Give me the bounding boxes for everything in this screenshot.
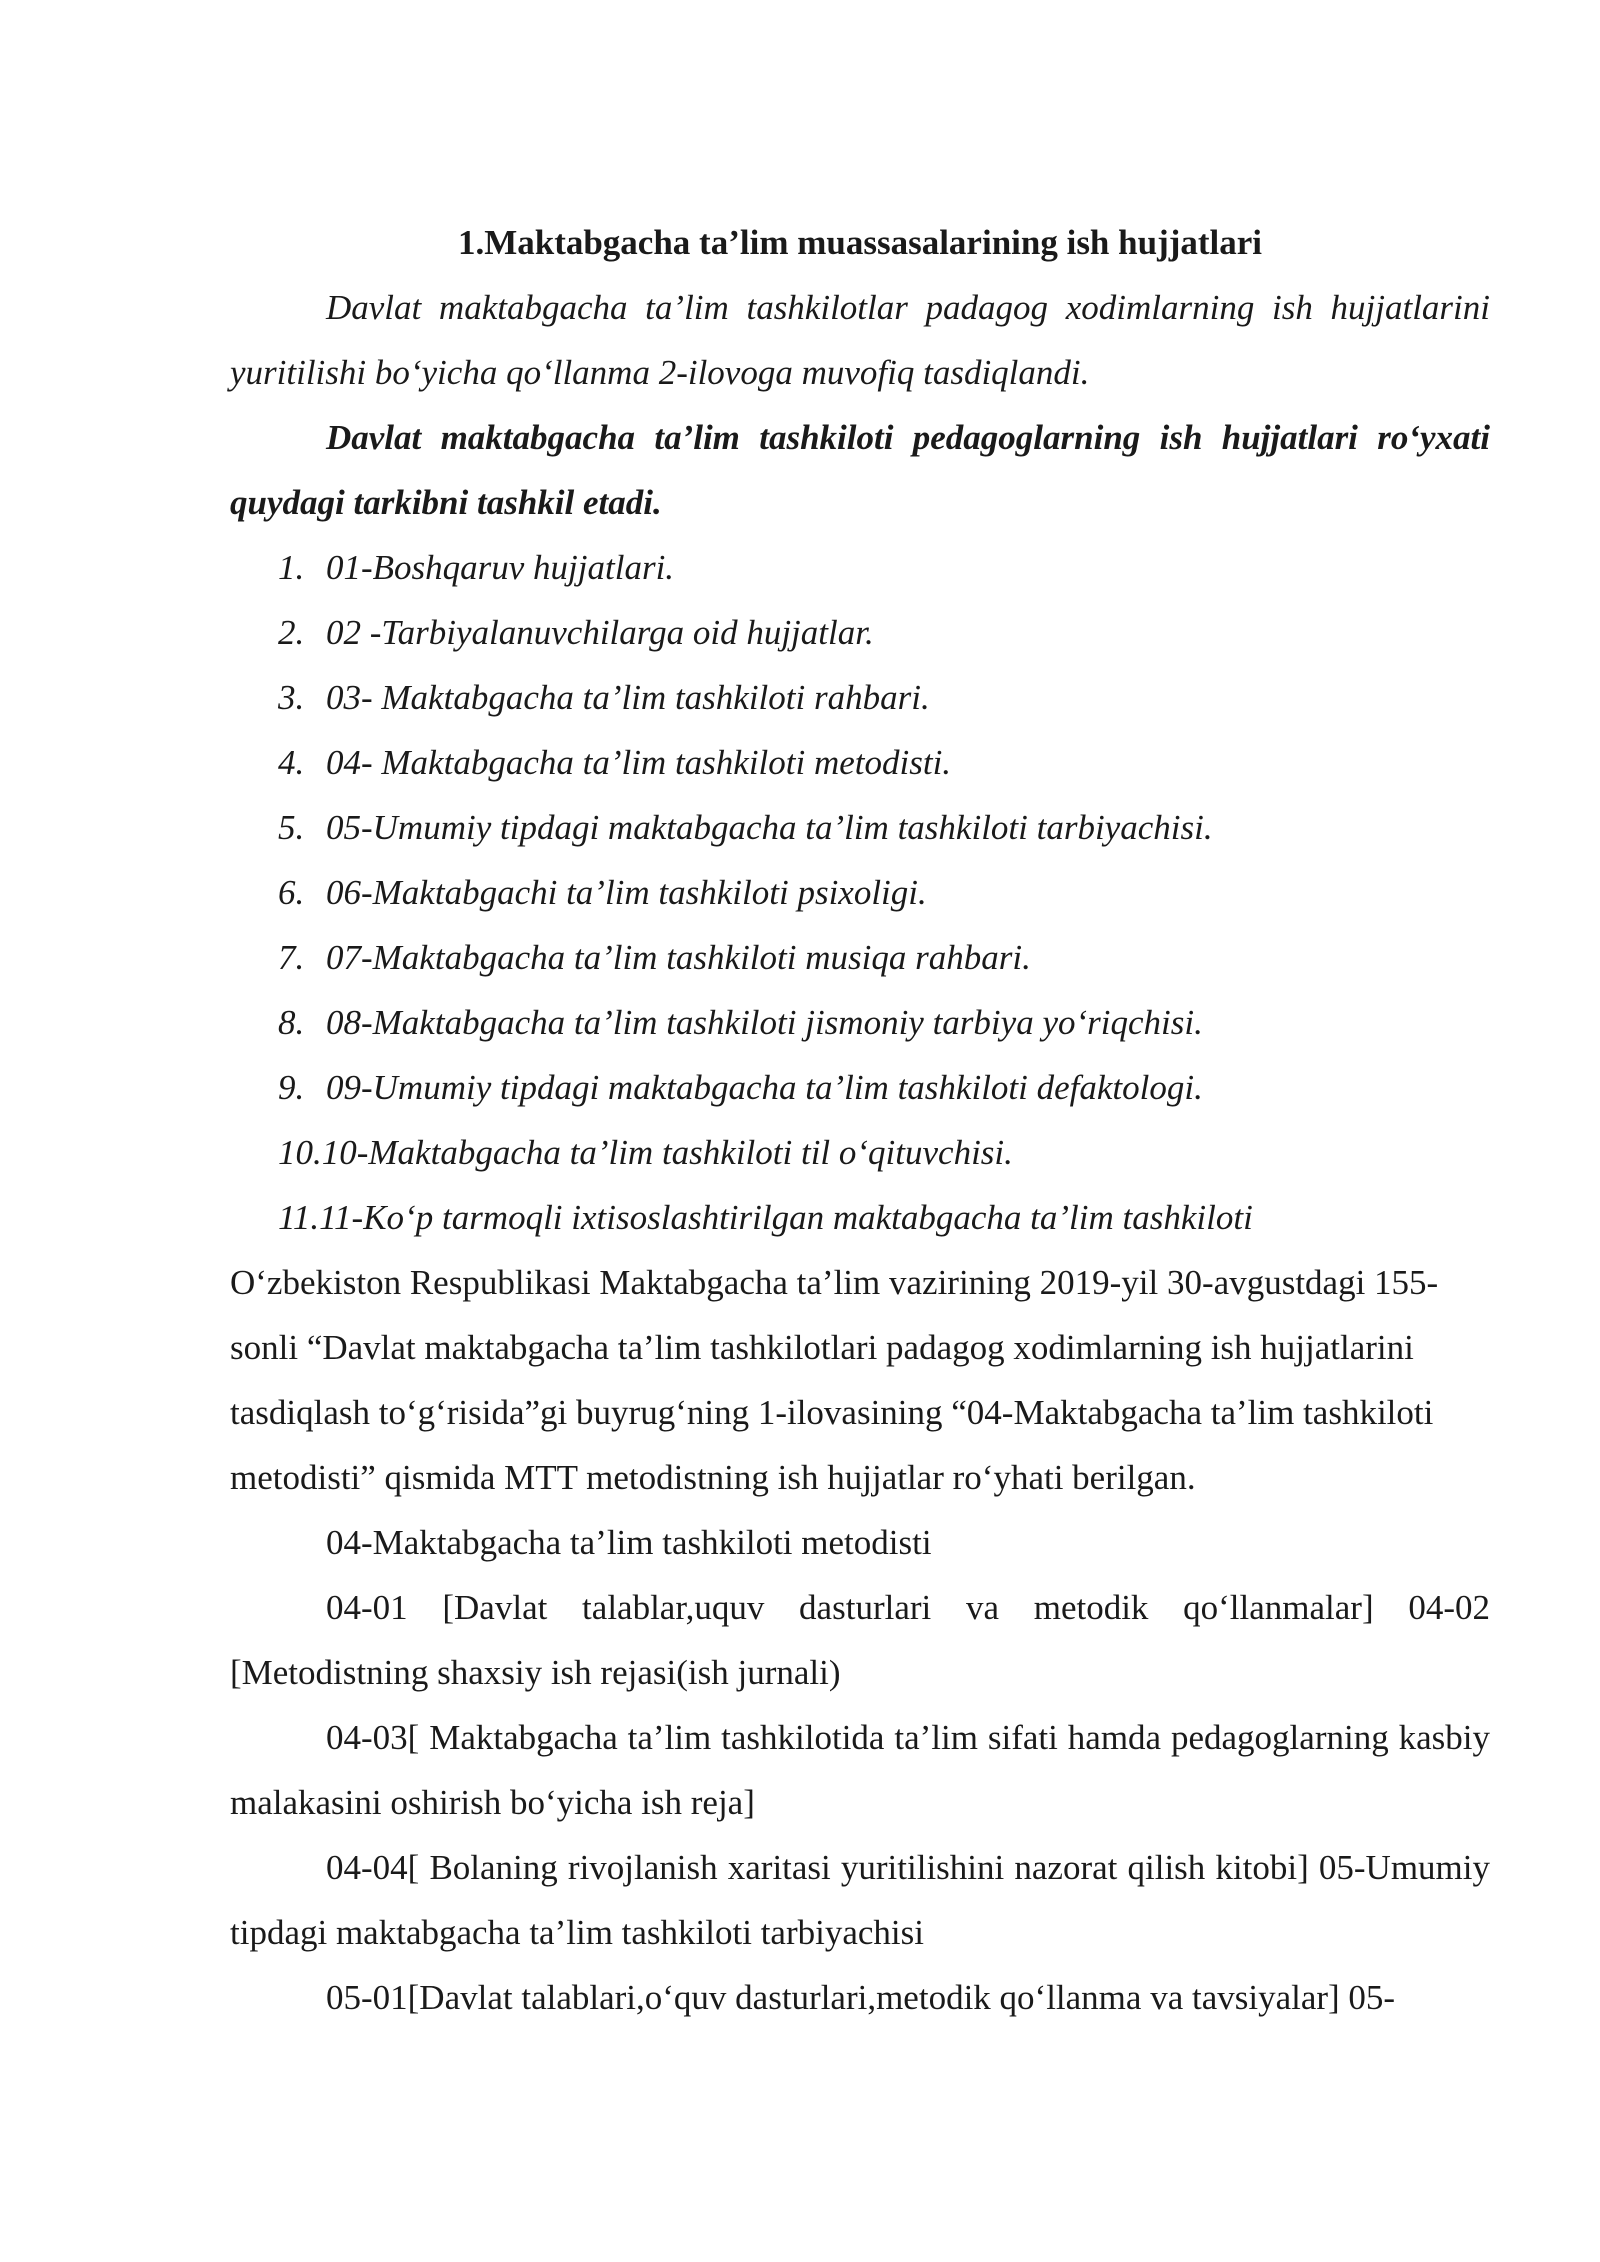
list-item-number: 5.: [278, 808, 305, 847]
list-item-text: 06-Maktabgachi ta’lim tashkiloti psixoligi.: [326, 873, 927, 912]
list-item: [230, 795, 1490, 860]
document-title: 1.Maktabgacha ta’lim muassasalarining ish hujjatlari: [457, 223, 1263, 262]
list-item-text: 03- Maktabgacha ta’lim tashkiloti rahbari.: [326, 678, 930, 717]
list-item-number: 2.: [278, 613, 305, 652]
list-item-text: 07-Maktabgacha ta’lim tashkiloti musiqa rahbari.: [326, 938, 1031, 977]
list-item-number: 10.: [278, 1133, 322, 1172]
list-item-number: 3.: [278, 678, 305, 717]
list-item: [230, 860, 1490, 925]
list-item-number: 7.: [278, 938, 305, 977]
list-item: [230, 1055, 1490, 1120]
list-item: [230, 600, 1490, 665]
list-item-text: 08-Maktabgacha ta’lim tashkiloti jismoniy tarbiya yo‘riqchisi.: [326, 1003, 1203, 1042]
item-paragraph: 04-04[ Bolaning rivojlanish xaritasi yuritilishini nazorat qilish kitobi] 05-Umumiy tipdagi maktabgacha ta’lim tashkiloti tarbiyachisi: [230, 1848, 1490, 1952]
list-item-number: 1.: [278, 548, 305, 587]
list-item-number: 9.: [278, 1068, 305, 1107]
documents-list: [230, 535, 1490, 1250]
list-item: [230, 730, 1490, 795]
list-item-number: 6.: [278, 873, 305, 912]
list-item-text: 02 -Tarbiyalanuvchilarga oid hujjatlar.: [326, 613, 874, 652]
document-page: [230, 210, 1490, 2030]
list-item-number: 4.: [278, 743, 305, 782]
decree-paragraph: O‘zbekiston Respublikasi Maktabgacha ta’lim vazirining 2019-yil 30-avgustdagi 155-sonli “Davlat maktabgacha ta’lim tashkilotlari padagog xodimlarning ish hujjatlarini tasdiqlash to‘g‘risida”gi buyrug‘ning 1-ilovasining “04-Maktabgacha ta’lim tashkiloti metodisti” qismida MTT metodistning ish hujjatlar ro‘yhati berilgan.: [230, 1263, 1439, 1497]
item-paragraph: 04-01 [Davlat talablar,uquv dasturlari va metodik qo‘llanmalar] 04-02 [Metodistning shaxsiy ish rejasi(ish jurnali): [230, 1588, 1490, 1692]
item-paragraph: 04-03[ Maktabgacha ta’lim tashkilotida ta’lim sifati hamda pedagoglarning kasbiy malakasini oshirish bo‘yicha ish reja]: [230, 1718, 1490, 1822]
list-item-text: 05-Umumiy tipdagi maktabgacha ta’lim tashkiloti tarbiyachisi.: [326, 808, 1213, 847]
list-item-text: 04- Maktabgacha ta’lim tashkiloti metodisti.: [326, 743, 952, 782]
list-item: [230, 990, 1490, 1055]
list-item-number: 8.: [278, 1003, 305, 1042]
list-item-text: 11-Ko‘p tarmoqli ixtisoslashtirilgan maktabgacha ta’lim tashkiloti: [319, 1198, 1253, 1237]
list-item: [230, 665, 1490, 730]
list-item-text: 01-Boshqaruv hujjatlari.: [326, 548, 675, 587]
list-item: [230, 1120, 1490, 1185]
intro-paragraph: Davlat maktabgacha ta’lim tashkilotlar padagog xodimlarning ish hujjatlarini yuritilishi bo‘yicha qo‘llanma 2-ilovoga muvofiq tasdiqlandi.: [230, 288, 1490, 392]
list-item-text: 10-Maktabgacha ta’lim tashkiloti til o‘qituvchisi.: [321, 1133, 1013, 1172]
bold-intro-paragraph: Davlat maktabgacha ta’lim tashkiloti pedagoglarning ish hujjatlari ro‘yxati quydagi tarkibni tashkil etadi.: [230, 418, 1490, 522]
list-item-text: 09-Umumiy tipdagi maktabgacha ta’lim tashkiloti defaktologi.: [326, 1068, 1203, 1107]
list-item: [230, 1185, 1490, 1250]
list-item-number: 11.: [278, 1198, 320, 1237]
list-item: [230, 535, 1490, 600]
section-heading-04: 04-Maktabgacha ta’lim tashkiloti metodisti: [326, 1523, 932, 1562]
item-paragraph: 05-01[Davlat talablari,o‘quv dasturlari,metodik qo‘llanma va tavsiyalar] 05-: [326, 1978, 1396, 2017]
list-item: [230, 925, 1490, 990]
